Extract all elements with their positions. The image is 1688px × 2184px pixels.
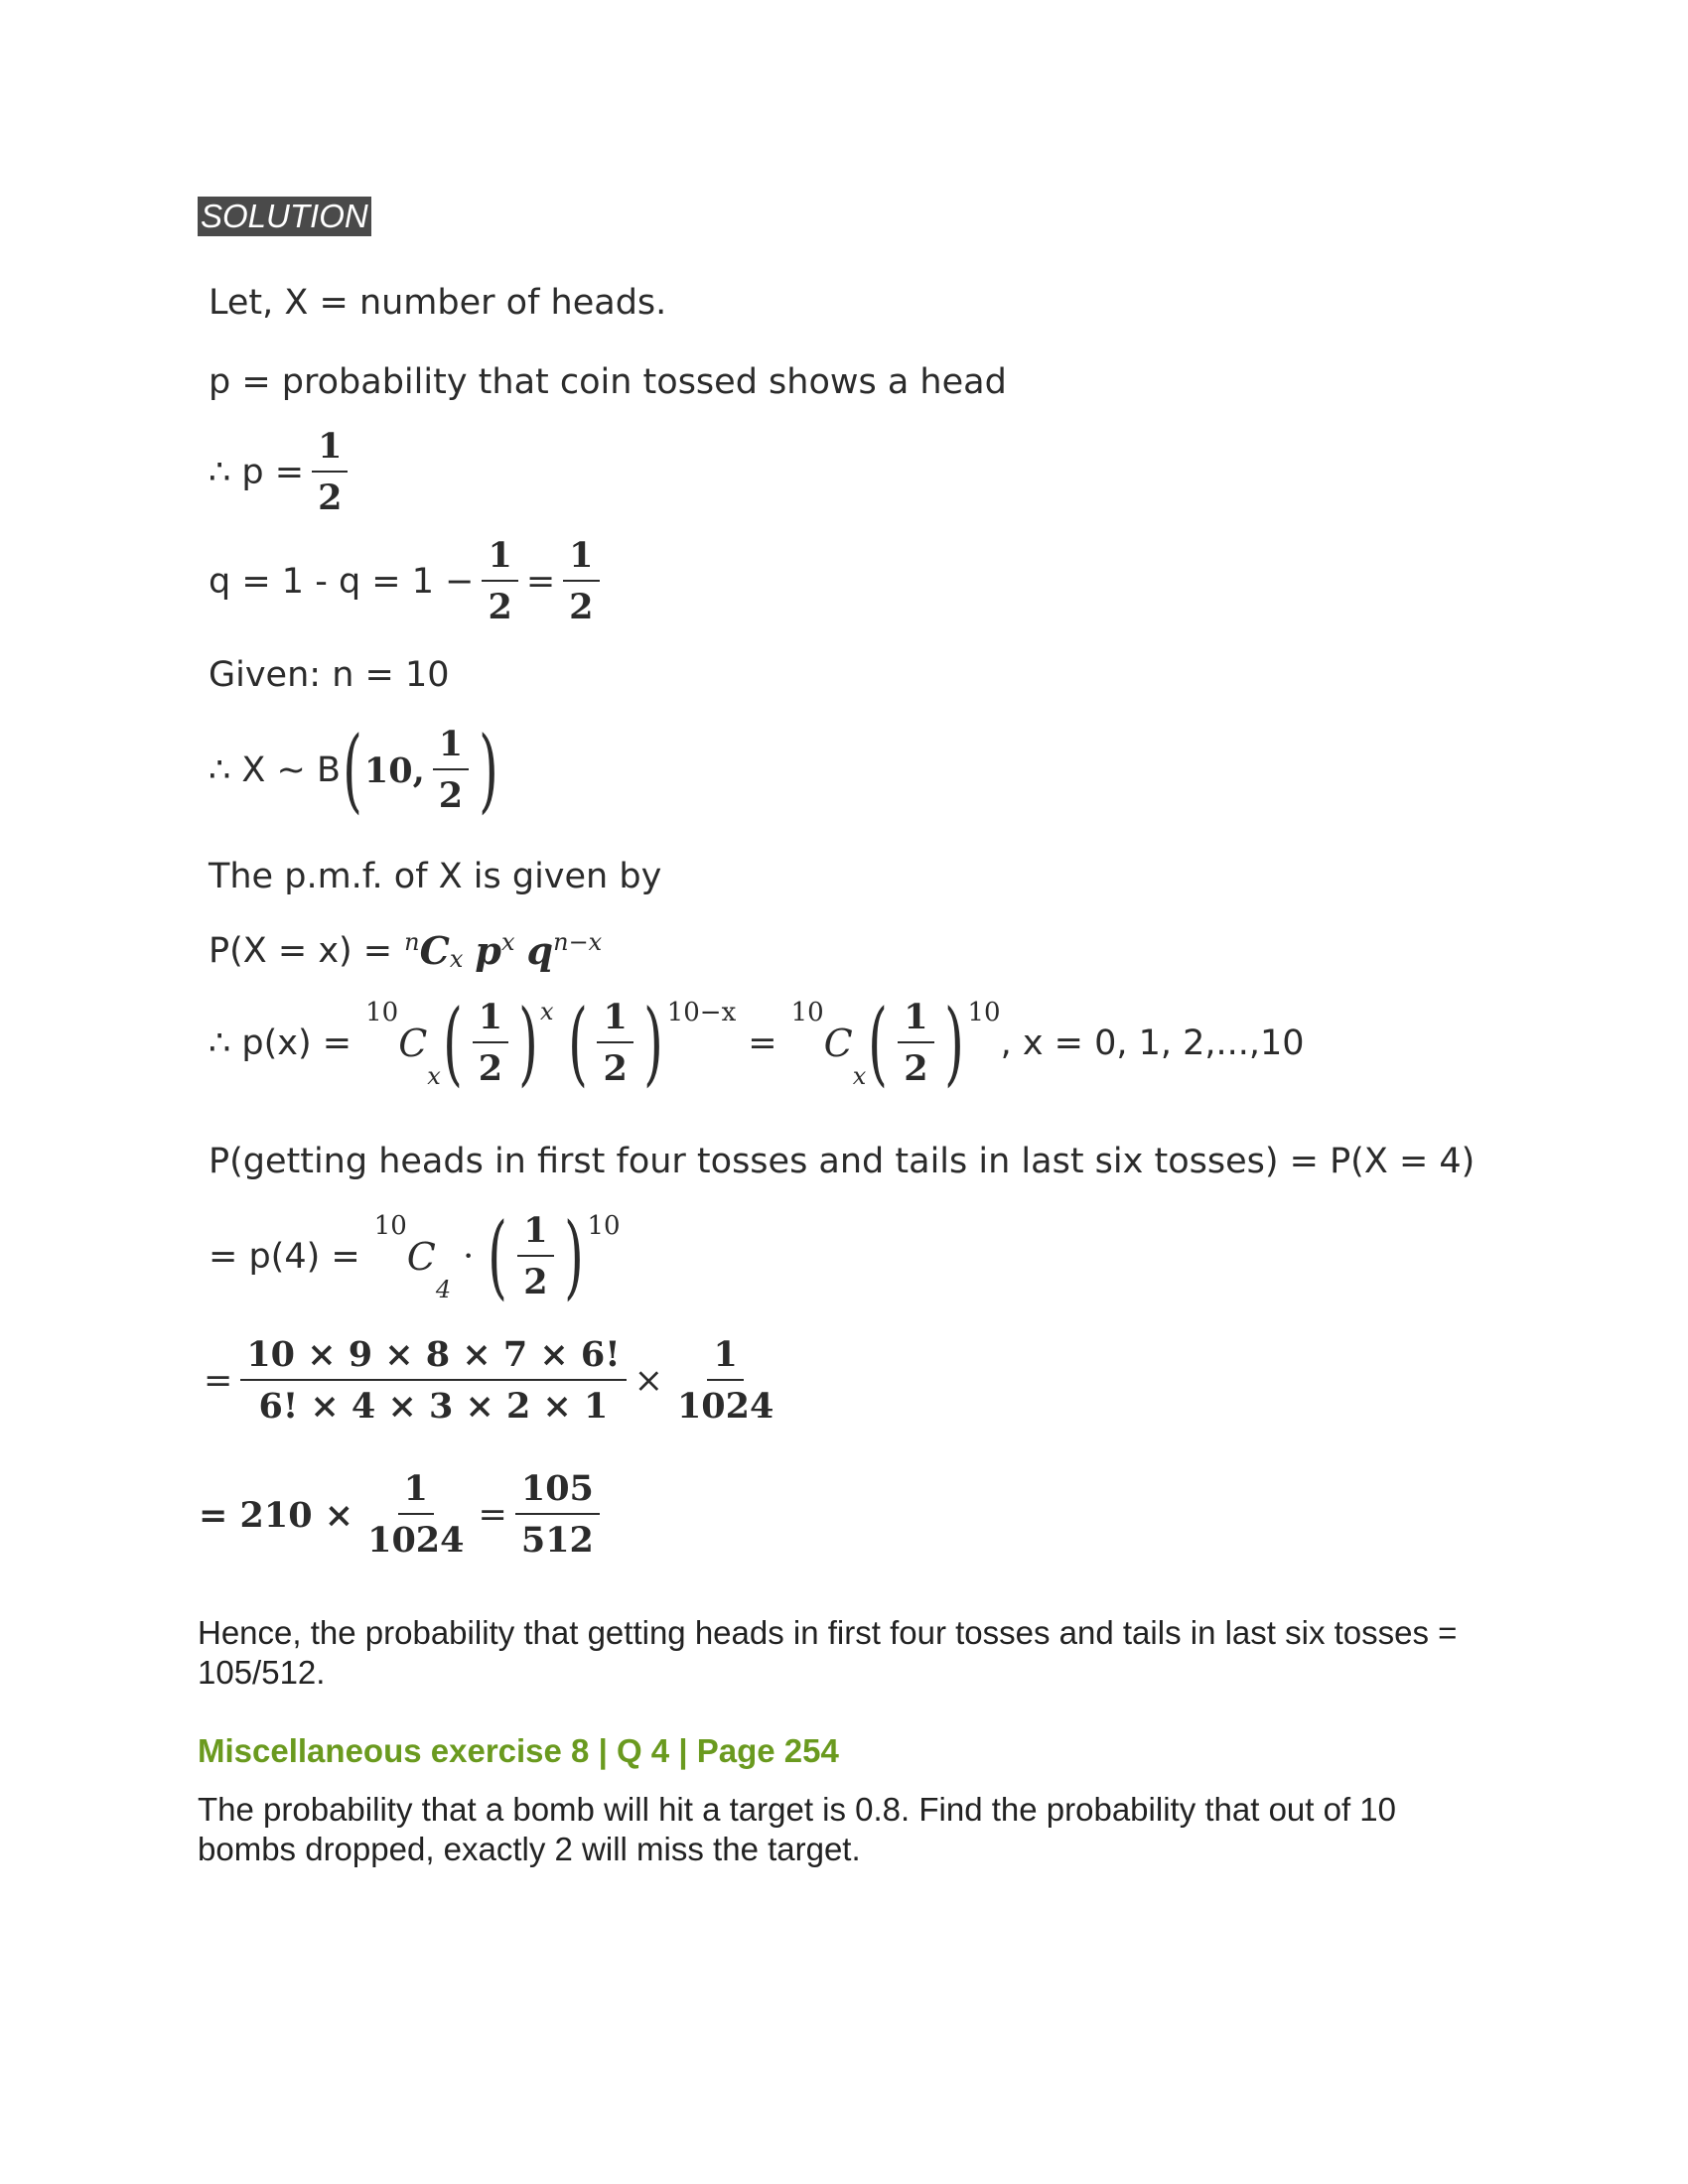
distribution-prefix: ∴ X ~ B [209,751,341,791]
combination-c: C [419,928,450,973]
solution-badge: SOLUTION [198,197,371,236]
pmf-text-line: The p.m.f. of X is given by [209,857,662,896]
superscript-10: 10 [790,998,824,1027]
superscript-x: x [539,998,554,1025]
symbol-p: p [475,928,501,973]
combination-c: C [823,1022,853,1066]
fraction-1-over-1024: $\frac{1}{1024}$ [676,1334,774,1428]
fraction-half: $\frac{1}{2}$ [312,427,348,519]
fraction-half: $\frac{1}{2}$ [473,998,508,1090]
equals-sign: = [748,1024,777,1064]
dot-sign: · [463,1237,475,1278]
calc-fraction: $\frac{10 \times 9 \times 8 \times 7 \times 6!}{6! \times 4 \times 3 \times 2 \times 1}$ [240,1335,626,1428]
next-question-text: The probability that a bomb will hit a target is 0.8. Find the probability that out of 10 bombs dropped, exactly 2 will miss the target. [198,1791,1397,1867]
subscript-x: x [449,945,464,973]
fraction-105-over-512: $\frac{105}{512}$ [515,1469,600,1562]
event-line: P(getting heads in first four tosses and tails in last six tosses) = P(X = 4) [209,1142,1476,1181]
left-paren: ( [343,717,362,824]
px-suffix: , x = 0, 1, 2,...,10 [1000,1024,1305,1064]
superscript-x: x [500,928,515,956]
subscript-x: x [852,1061,867,1090]
calculation-line [204,1335,787,1428]
equals-sign: = [478,1495,507,1536]
p-value-prefix: ∴ p = [209,453,305,493]
p4-prefix: = p(4) = [209,1237,360,1278]
superscript-n: n [404,928,420,956]
result-line [199,1469,608,1562]
right-paren: ) [479,717,498,824]
fraction-half: $\frac{1}{2}$ [482,536,517,628]
superscript-10: 10 [587,1211,621,1241]
let-line: Let, X = number of heads. [209,283,667,323]
equals-sign: = [204,1361,233,1402]
pmf-formula-line [209,928,602,973]
p-value-line [209,427,355,519]
q-value-line [209,536,608,628]
conclusion-text: Hence, the probability that getting heads in first four tosses and tails in last six tosses = 105/512. [198,1614,1458,1691]
fraction-1-over-1024: $\frac{1}{1024}$ [367,1468,465,1562]
symbol-q: q [526,928,554,973]
distribution-line [209,717,500,824]
combination-c: C [406,1235,436,1280]
combination-c: C [398,1022,428,1066]
fraction-half: $\frac{1}{2}$ [597,998,633,1090]
subscript-x: x [427,1061,441,1090]
p4-line: = p(4) = 10 C 4 · ( $\frac{1}{2}$ ) 10 [209,1203,621,1310]
fraction-half: $\frac{1}{2}$ [563,536,599,628]
fraction-half: $\frac{1}{2}$ [517,1211,553,1303]
fraction-half: $\frac{1}{2}$ [433,725,469,817]
px-prefix: ∴ p(x) = [209,1024,352,1064]
times-sign: × [633,1361,663,1402]
superscript-10: 10 [967,998,1001,1027]
fraction-half: $\frac{1}{2}$ [898,998,933,1090]
superscript-10: 10 [365,998,399,1027]
given-line: Given: n = 10 [209,655,450,695]
p-definition-line: p = probability that coin tossed shows a head [209,362,1007,402]
q-prefix: q = 1 - q = 1 − [209,562,475,603]
superscript-n-minus-x: n−x [553,928,603,956]
equals-sign: = [525,562,556,603]
superscript-10: 10 [373,1211,407,1241]
superscript-10-minus-x: 10−x [666,998,737,1027]
pmf-prefix: P(X = x) = [209,930,393,971]
exercise-heading: Miscellaneous exercise 8 | Q 4 | Page 254 [198,1732,839,1769]
subscript-4: 4 [435,1275,452,1303]
result-prefix: = 210 × [199,1494,354,1536]
px-formula-line: ∴ p(x) = 10 C x ( $\frac{1}{2}$ ) x ( $\frac{1}{2}$ ) 10−x = 10 C x ( $\frac{1}{2}$ ) 10 , x = 0, 1, 2,...,10 [209,990,1305,1097]
distribution-arg: 10, [363,750,425,791]
